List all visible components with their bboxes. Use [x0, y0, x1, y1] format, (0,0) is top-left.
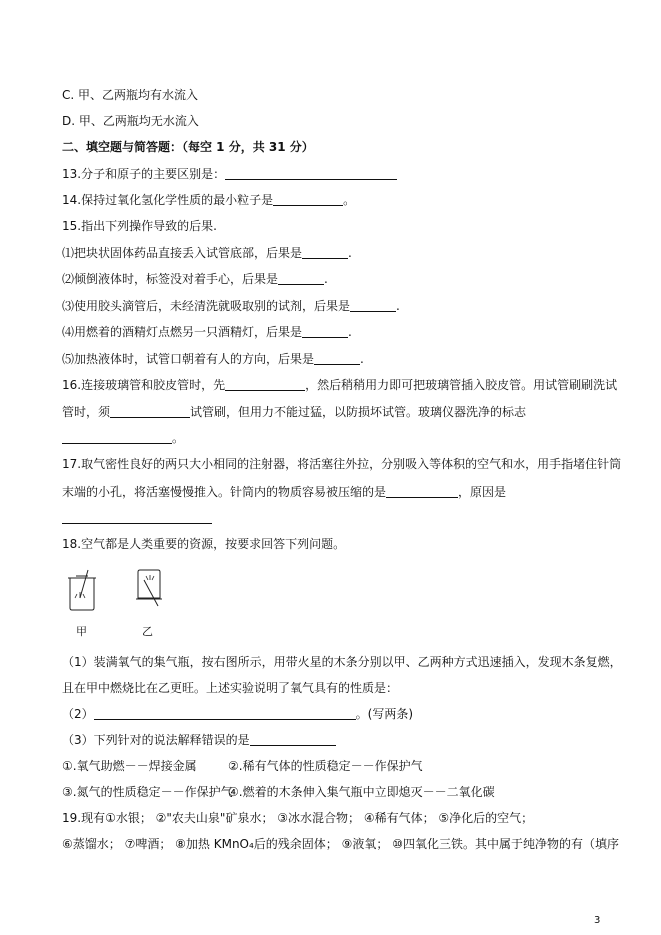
- answer-blank[interactable]: [314, 352, 360, 365]
- answer-blank[interactable]: [94, 707, 356, 720]
- q16-text-b: ，然后稍稍用力即可把玻璃管插入胶皮管。用试管刷刷洗试: [305, 378, 618, 392]
- figure-label-yi: 乙: [142, 625, 153, 638]
- item-text: ⑷用燃着的酒精灯点燃另一只酒精灯，后果是: [62, 325, 303, 339]
- answer-blank[interactable]: [225, 167, 397, 180]
- question-18-part-1-line-1: （1）装满氧气的集气瓶，按右图所示，用带火星的木条分别以甲、乙两种方式迅速插入，发现木条复燃，: [62, 655, 622, 669]
- question-15-item-3: [62, 298, 400, 314]
- q16-text-c: 管时，须: [62, 405, 111, 419]
- question-18-part-3: [62, 732, 336, 748]
- q16-end: 。: [172, 431, 185, 445]
- q17-text-b: ，原因是: [458, 485, 507, 499]
- q18-p2-end: 。(写两条): [355, 707, 414, 721]
- answer-blank[interactable]: [250, 733, 336, 746]
- question-13: [62, 166, 397, 182]
- question-14-end: 。: [343, 193, 356, 207]
- question-15-title: 15.指出下列操作导致的后果.: [62, 219, 217, 233]
- answer-blank[interactable]: [386, 485, 458, 498]
- question-16-line-2: [62, 404, 526, 420]
- item-end: .: [348, 246, 352, 260]
- item-text: ⑸加热液体时，试管口朝着有人的方向，后果是: [62, 352, 315, 366]
- question-15-item-2: [62, 271, 328, 287]
- question-15-item-5: [62, 351, 364, 367]
- question-19-line-1: 19.现有①水银； ②"农夫山泉"矿泉水； ③冰水混合物； ④稀有气体； ⑤净化后的空气；: [62, 811, 534, 825]
- q17-text-a: 末端的小孔，将活塞慢慢推入。针筒内的物质容易被压缩的是: [62, 485, 387, 499]
- question-14-text: 14.保持过氧化氢化学性质的最小粒子是: [62, 193, 274, 207]
- question-18-part-1-line-2: 且在甲中燃烧比在乙更旺。上述实验说明了氧气具有的性质是：: [62, 681, 399, 695]
- section-title: 二、填空题与简答题：（每空 1 分，共 31 分）: [62, 140, 314, 154]
- q18-p3-text: （3）下列针对的说法解释错误的是: [62, 733, 250, 747]
- item-end: .: [348, 325, 352, 339]
- question-17-line-1: 17.取气密性良好的两只大小相同的注射器，将活塞往外拉，分别吸入等体积的空气和水，用手指堵住针筒: [62, 457, 622, 471]
- q18-p2-label: （2）: [62, 707, 94, 721]
- item-end: .: [396, 299, 400, 313]
- question-16-line-3: [62, 430, 184, 446]
- bottle-yi: [136, 570, 162, 606]
- answer-blank[interactable]: [273, 193, 343, 206]
- question-14: [62, 192, 355, 208]
- answer-blank[interactable]: [278, 272, 324, 285]
- item-text: ⑶使用胶头滴管后，未经清洗就吸取别的试剂，后果是: [62, 299, 351, 313]
- q16-text-d: 试管刷，但用力不能过猛，以防损坏试管。玻璃仪器洗净的标志: [190, 405, 527, 419]
- option-c: C. 甲、乙两瓶均有水流入: [62, 88, 199, 102]
- item-text: ⑴把块状固体药品直接丢入试管底部，后果是: [62, 246, 303, 260]
- question-18-option-4: ④.燃着的木条伸入集气瓶中立即熄灭－－二氧化碳: [228, 785, 495, 799]
- answer-blank[interactable]: [110, 405, 190, 418]
- question-16-line-1: [62, 377, 617, 393]
- question-18-title: 18.空气都是人类重要的资源，按要求回答下列问题。: [62, 537, 346, 551]
- question-18-option-1: ①.氧气助燃－－焊接金属: [62, 759, 197, 773]
- answer-blank[interactable]: [225, 378, 305, 391]
- answer-blank[interactable]: [62, 511, 212, 524]
- question-15-item-4: [62, 324, 352, 340]
- option-d: D. 甲、乙两瓶均无水流入: [62, 114, 199, 128]
- question-19-line-2: ⑥蒸馏水； ⑦啤酒； ⑧加热 KMnO₄后的残余固体； ⑨液氧； ⑩四氧化三铁。其中属于纯净物的有（填序: [62, 837, 619, 851]
- oxygen-bottles-figure: [62, 568, 192, 640]
- item-end: .: [360, 352, 364, 366]
- bottle-jia: [68, 570, 96, 610]
- q16-text-a: 16.连接玻璃管和胶皮管时，先: [62, 378, 226, 392]
- answer-blank[interactable]: [62, 431, 172, 444]
- page-number: 3: [594, 915, 601, 926]
- question-17-line-2: [62, 484, 506, 500]
- question-13-text: 13.分子和原子的主要区别是：: [62, 167, 226, 181]
- question-18-option-3: ③.氮气的性质稳定－－作保护气: [62, 785, 233, 799]
- answer-blank[interactable]: [302, 246, 348, 259]
- answer-blank[interactable]: [350, 299, 396, 312]
- figure-label-jia: 甲: [76, 625, 87, 638]
- question-15-item-1: [62, 245, 352, 261]
- answer-blank[interactable]: [302, 325, 348, 338]
- question-17-line-3: [62, 510, 212, 526]
- item-end: .: [324, 272, 328, 286]
- question-18-part-2: [62, 706, 413, 722]
- question-18-option-2: ②.稀有气体的性质稳定－－作保护气: [228, 759, 423, 773]
- item-text: ⑵倾倒液体时，标签没对着手心，后果是: [62, 272, 279, 286]
